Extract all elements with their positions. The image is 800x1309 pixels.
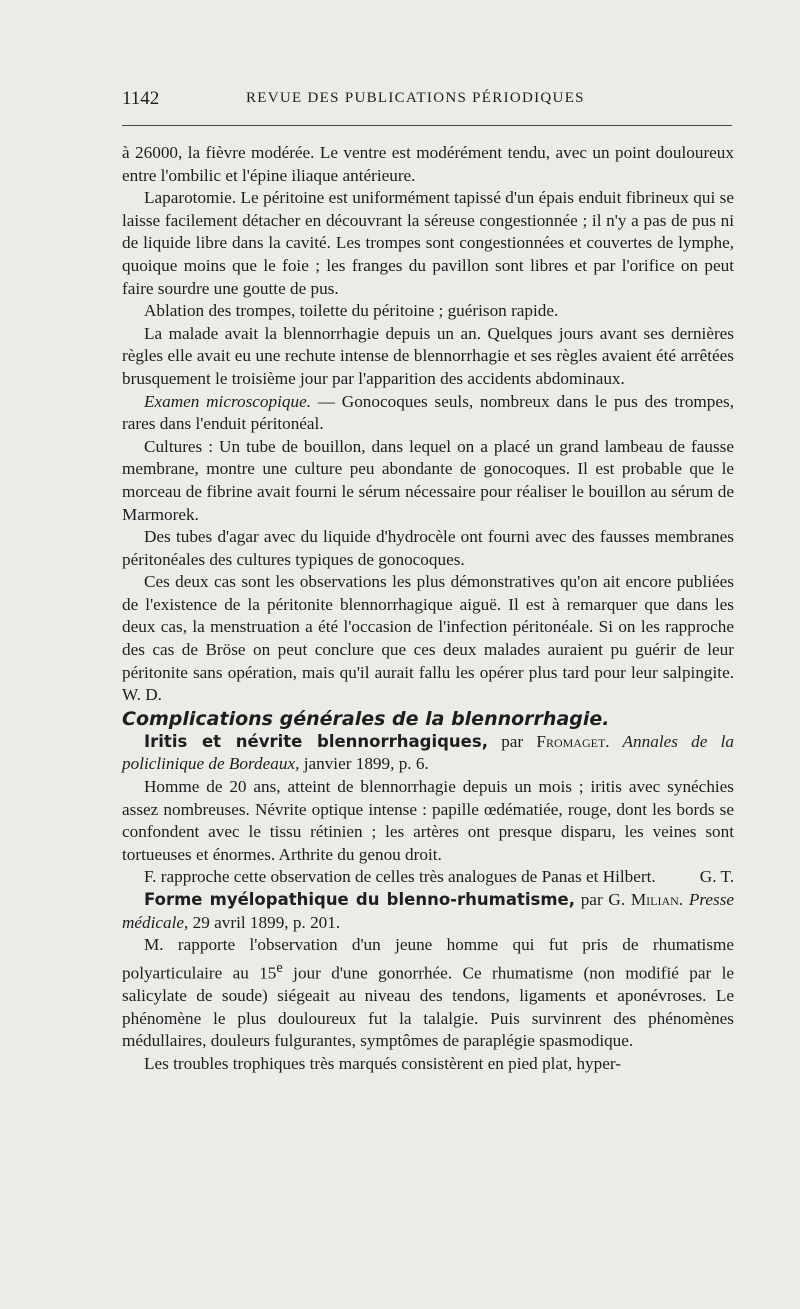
paragraph-text: — Gonocoques seuls, nombreux dans le pus des trompes, rares dans l'enduit péritonéal. [122, 391, 734, 434]
article-by: par [487, 731, 537, 751]
paragraph-text: F. rapproche cette observation de celles très analogues de Panas et Hilbert. [144, 867, 656, 887]
article-by: par [574, 890, 609, 909]
paragraph: Laparotomie. Le péritoine est uniformément tapissé d'un épais enduit fibrineux qui se laisse facilement détacher en découvrant la séreuse congestionnée ; il n'y a pas de pus ni de liquide libre dans la cavité. Les trompes sont congestionnées et couvertes de lymphe, quoique moins que le foie ; les franges du pavillon sont libres et par l'orifice on peut faire sourdre une goutte de pus. [122, 188, 734, 298]
body-text [122, 142, 734, 1075]
section-heading: Complications générales de la blennorrhagie. [122, 707, 610, 730]
page-number: 1142 [122, 88, 160, 109]
header-rule [122, 125, 732, 126]
paragraph: à 26000, la fièvre modérée. Le ventre est modérément tendu, avec un point douloureux entre l'ombilic et l'épine iliaque antérieure. [122, 143, 734, 185]
article-title: Forme myélopathique du blenno-rhumatisme, [144, 890, 575, 909]
paragraph: Ablation des trompes, toilette du péritoine ; guérison rapide. [144, 301, 559, 321]
paragraph [122, 391, 734, 436]
article-citation: janvier 1899, p. 6. [299, 754, 429, 774]
article-author: Fromaget. [536, 731, 610, 751]
paragraph: Les troubles trophiques très marqués consistèrent en pied plat, hyper- [144, 1053, 621, 1073]
article-header [122, 889, 734, 934]
running-head [122, 88, 732, 112]
article-header [122, 731, 734, 776]
paragraph-text: M. rapporte l'observation d'un jeune homme qui fut pris de rhumatisme polyarticulaire au 15 [122, 935, 734, 983]
paragraph [122, 866, 734, 889]
paragraph-text: jour d'une gonorrhée. Ce rhumatisme (non modifié par le salicylate de soude) siégeait au niveau des tendons, ligaments et aponévroses. Le phénomène le plus douloureux fut la talalgie. Puis survinrent des phénomènes médullaires, douleurs fulgurantes, symptômes de paraplégie spasmodique. [122, 963, 734, 1051]
paragraph-lead: Examen microscopique. [144, 391, 312, 411]
paragraph: La malade avait la blennorrhagie depuis un an. Quelques jours avant ses dernières règles elle avait eu une rechute intense de blennorrhagie et ses règles avaient été arrêtées brusquement le troisième jour par l'apparition des accidents abdominaux. [122, 323, 734, 388]
paragraph: Cultures : Un tube de bouillon, dans lequel on a placé un grand lambeau de fausse membrane, montre une culture peu abondante de gonocoques. Il est probable que le morceau de fibrine avait fourni le sérum nécessaire pour réaliser le bouillon au sérum de Marmorek. [122, 436, 734, 524]
paragraph [122, 934, 734, 1053]
signature: G. T. [699, 867, 734, 887]
article-journal: Annales de la policlinique de Bordeaux, [122, 731, 734, 774]
paragraph: Homme de 20 ans, atteint de blennorrhagie depuis un mois ; iritis avec synéchies assez nombreuses. Névrite optique intense : papille œdématiée, rouge, dont les bords se confondent avec le tissu rétinien ; les artères ont presque disparu, les veines sont tortueuses et énormes. Arthrite du genou droit. [122, 777, 734, 864]
paragraph-text: Ces deux cas sont les observations les plus démonstratives qu'on ait encore publiées de l'existence de la péritonite blennorrhagique aiguë. Il est à remarquer que dans les deux cas, la menstruation a été l'occasion de l'infection péritonéale. Si on les rapproche des cas de Bröse on peut conclure que ces deux malades auraient pu guérir de leur péritonite sans opération, mais qu'il aurait fallu les opérer plus tard pour leur salpingite. [122, 572, 734, 682]
article-journal: Presse médicale, [122, 890, 735, 932]
signature: W. D. [122, 685, 162, 705]
paragraph: Des tubes d'agar avec du liquide d'hydrocèle ont fourni avec des fausses membranes péritonéales des cultures typiques de gonocoques. [122, 527, 734, 569]
article-title: Iritis et névrite blennorrhagiques, [144, 731, 488, 751]
superscript: e [276, 959, 283, 976]
article-citation: 29 avril 1899, p. 201. [188, 912, 341, 932]
running-title: REVUE DES PUBLICATIONS PÉRIODIQUES [246, 90, 585, 106]
article-author: G. Milian. [608, 890, 684, 909]
paragraph [122, 571, 734, 707]
